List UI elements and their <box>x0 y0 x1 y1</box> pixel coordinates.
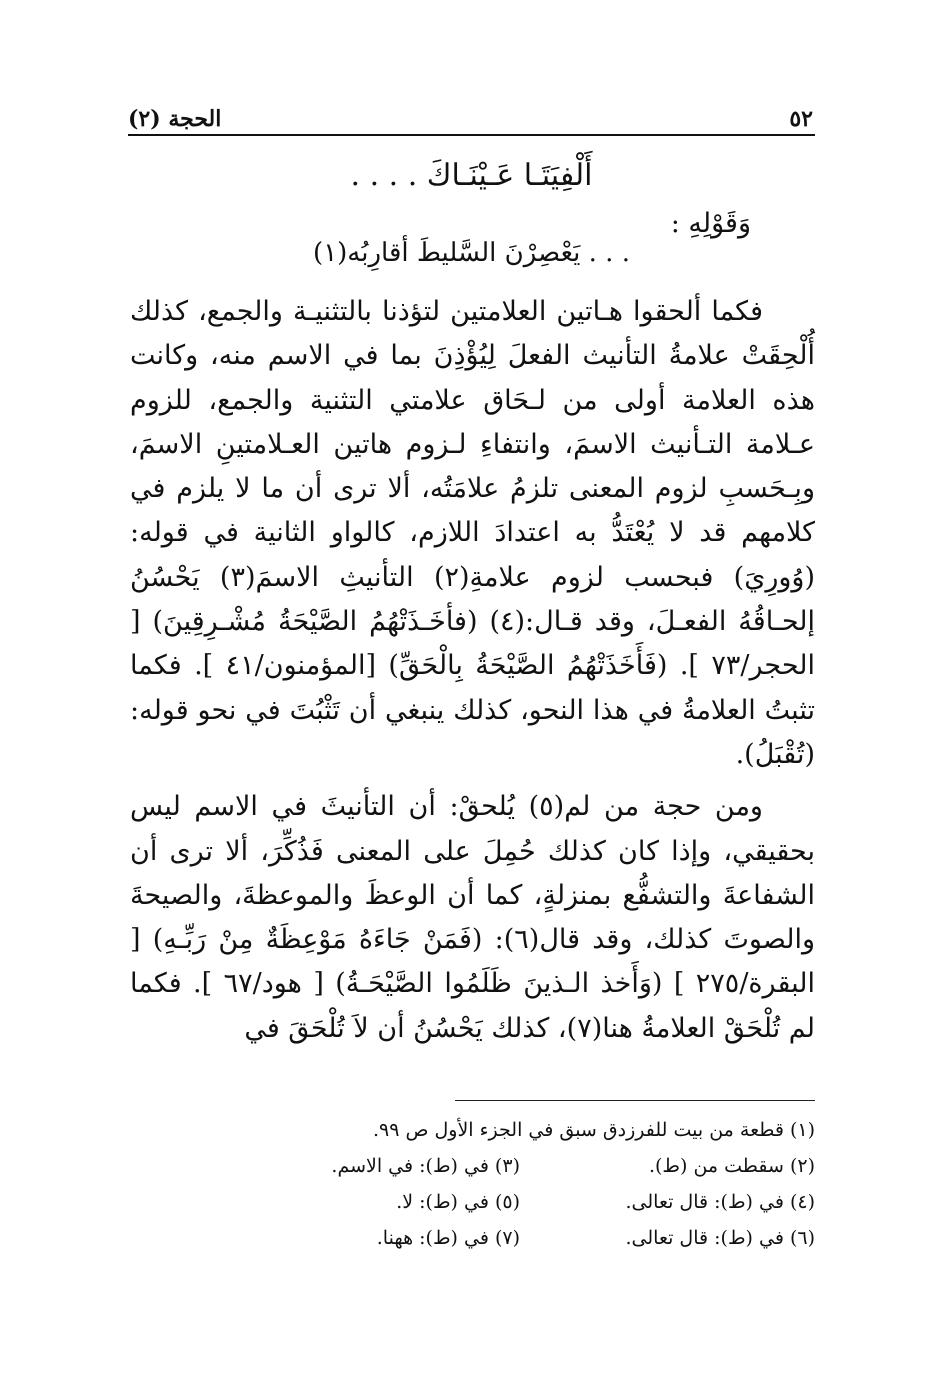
footnote-7: (٧) في (ط): ههنا. <box>376 1227 520 1249</box>
verse-line-1: أَلْفِيَتَـا عَـيْنَـاكَ . . . . <box>350 158 593 193</box>
footnote-row <box>130 1184 815 1220</box>
footnote-row <box>130 1148 815 1184</box>
header-rule <box>128 134 815 136</box>
footnote-3: (٣) في (ط): في الاسم. <box>331 1155 520 1177</box>
page-header <box>128 96 813 132</box>
paragraph-2: ومن حجة من لم(٥) يُلحقْ: أن التأنيثَ في الاسم ليس بحقيقي، وإذا كان كذلك حُمِلَ على المعنى فَذُكِّرَ، ألا ترى أن الشفاعةَ والتشفُّع بمنزلةٍ، كما أن الوعظَ والموعظةَ، والصيحةَ والصوتَ كذلك، وقد قال(٦): (فَمَنْ جَاءَهُ مَوْعِظَةٌ مِنْ رَبِّـهِ) [ البقرة/٢٧٥ ] (وَأَخذ الـذينَ ظَلَمُوا الصَّيْحَـةُ) [ هود/٦٧ ]. فكما لم تُلْحَقْ العلامةُ هنا(٧)، كذلك يَحْسُنُ أن لاَ تُلْحَقَ في <box>130 791 816 1044</box>
footnote-row <box>130 1220 815 1256</box>
footnotes <box>130 1112 815 1256</box>
footnote-4: (٤) في (ط): قال تعالى. <box>625 1191 815 1213</box>
page-number: ٥٢ <box>789 106 813 132</box>
footnote-1: (١) قطعة من بيت للفرزدق سبق في الجزء الأول ص ٩٩. <box>372 1119 815 1141</box>
running-title: الحجة (٢) <box>128 106 222 132</box>
footnote-rule <box>455 1100 815 1101</box>
body-text <box>130 290 815 1051</box>
footnote-2: (٢) سقطت من (ط). <box>648 1155 815 1177</box>
paragraph-1: فكما ألحقوا هـاتين العلامتين لتؤذنا بالتثنيـة والجمع، كذلك أُلْحِقَتْ علامةُ التأنيث الفعلَ لِيُؤْذِنَ بما في الاسم منه، وكانت هذه العلامة أولى من لـحَاق علامتي التثنية والجمع، للزوم عـلامة التـأنيث الاسمَ، وانتفاءِ لـزوم هاتين العـلامتينِ الاسمَ، وبِـحَسبِ لزوم المعنى تلزمُ علامَتُه، ألا ترى أن ما لا يلزم في كلامهم قد لا يُعْتَدُّ به اعتدادَ اللازم، كالواو الثانية في قوله: (وُورِيَ) فبحسب لزوم علامةِ(٢) التأنيثِ الاسمَ(٣) يَحْسُنُ إلحـاقُهُ الفعـلَ، وقد قـال:(٤) (فأخَـذَتْهُمُ الصَّيْحَةُ مُشْـرِقِينَ) [ الحجر/٧٣ ]. (فَأَخَذَتْهُمُ الصَّيْحَةُ بِالْحَقِّ) [المؤمنون/٤١ ]. فكما تثبتُ العلامةُ في هذا النحو، كذلك ينبغي أن تَثْبُتَ في نحو قوله: (تُقْبَلُ). <box>130 296 815 770</box>
footnote-6: (٦) في (ط): قال تعالى. <box>625 1227 815 1249</box>
verse-intro: وَقَوْلِهِ : <box>670 208 751 239</box>
footnote-5: (٥) في (ط): لا. <box>396 1191 520 1213</box>
verse-line-2: . . . يَعْصِرْنَ السَّليطَ أقارِبُه(١) <box>313 238 630 268</box>
